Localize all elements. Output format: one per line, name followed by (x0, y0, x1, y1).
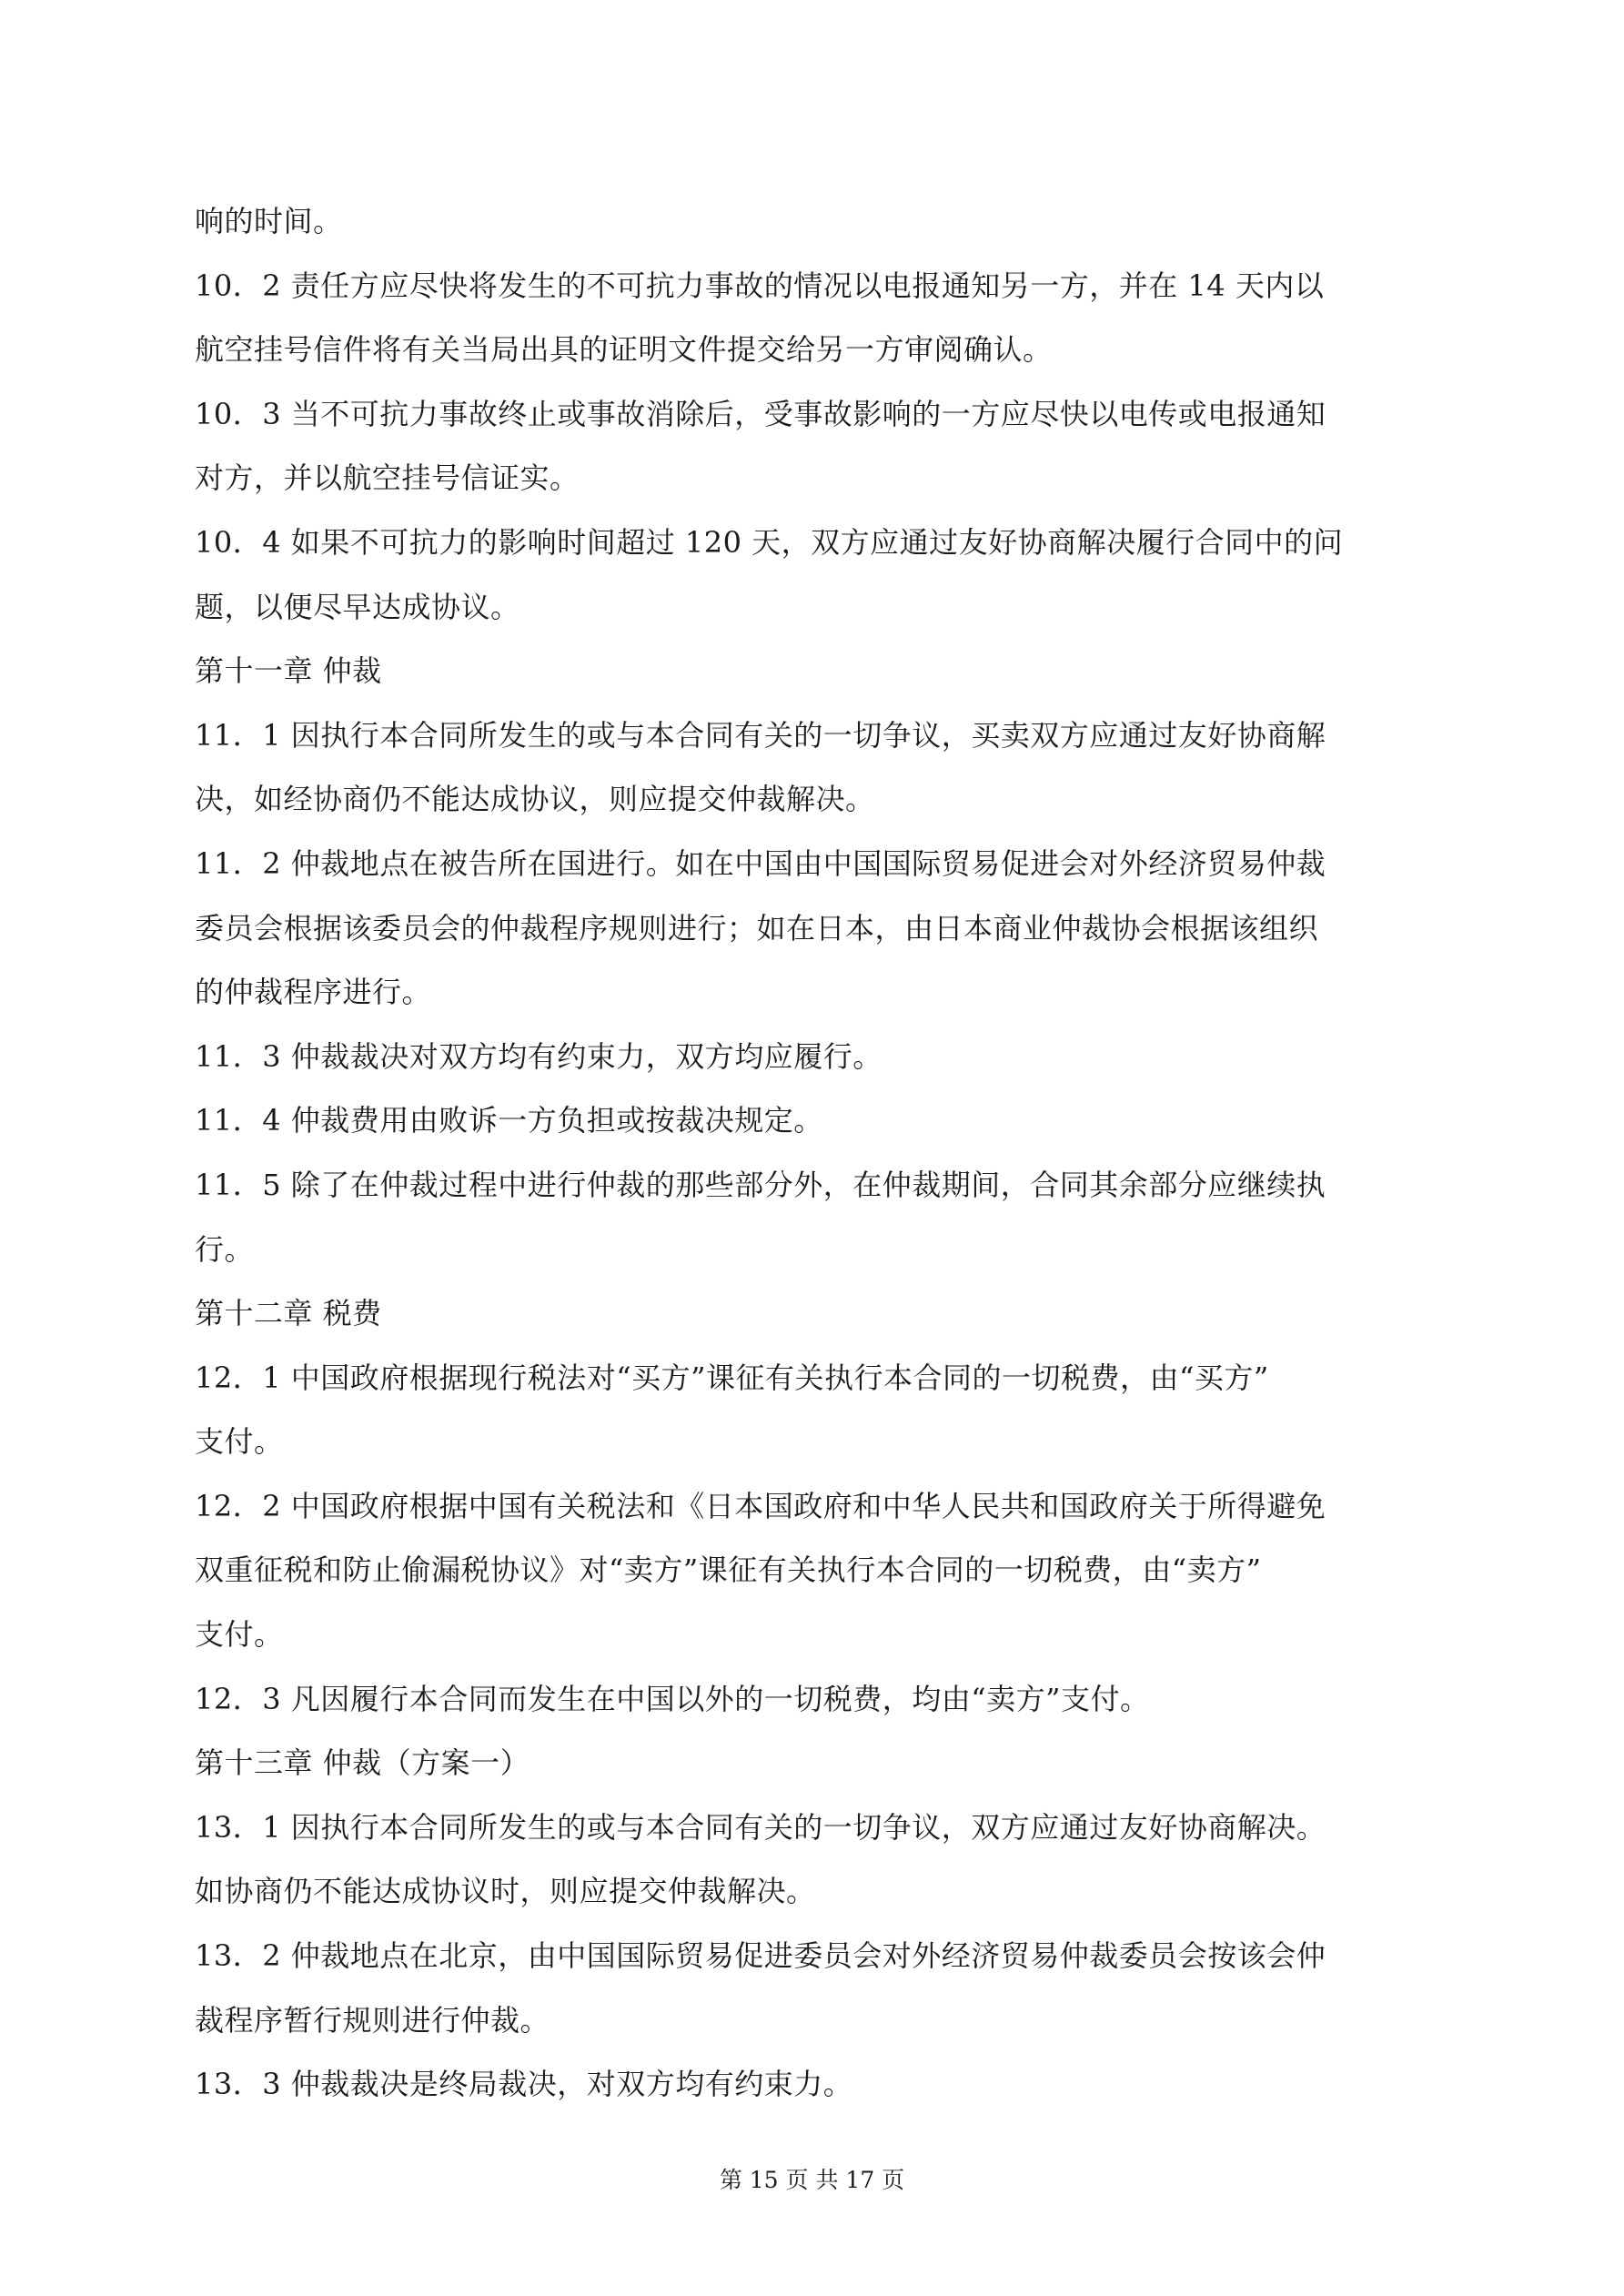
text-line: 如协商仍不能达成协议时，则应提交仲裁解决。 (195, 1874, 816, 1909)
text-line: 支付。 (195, 1617, 284, 1653)
text-line: 双重征税和防止偷漏税协议》对“卖方”课征有关执行本合同的一切税费，由“卖方” (195, 1553, 1262, 1588)
text-line: 11．4 仲裁费用由败诉一方负担或按裁决规定。 (195, 1103, 823, 1138)
text-line: 的仲裁程序进行。 (195, 975, 432, 1010)
text-line: 响的时间。 (195, 204, 343, 238)
text-line: 12．2 中国政府根据中国有关税法和《日本国政府和中华人民共和国政府关于所得避免 (195, 1488, 1326, 1523)
text-line: 13．2 仲裁地点在北京，由中国国际贸易促进委员会对外经济贸易仲裁委员会按该会仲 (195, 1938, 1326, 1974)
chapter-heading: 第十二章 税费 (195, 1296, 382, 1331)
text-line: 行。 (195, 1231, 255, 1267)
text-line: 10．2 责任方应尽快将发生的不可抗力事故的情况以电报通知另一方，并在 14 天内以 (195, 268, 1325, 303)
text-line: 13．3 仲裁裁决是终局裁决，对双方均有约束力。 (195, 2067, 853, 2102)
text-line: 决，如经协商仍不能达成协议，则应提交仲裁解决。 (195, 782, 875, 817)
text-line: 裁程序暂行规则进行仲裁。 (195, 2002, 550, 2038)
chapter-heading: 第十一章 仲裁 (195, 653, 382, 689)
page-number-footer: 第 15 页 共 17 页 (719, 2167, 905, 2193)
text-line: 11．1 因执行本合同所发生的或与本合同有关的一切争议，买卖双方应通过友好协商解 (195, 717, 1326, 753)
text-line: 11．2 仲裁地点在被告所在国进行。如在中国由中国国际贸易促进会对外经济贸易仲裁 (195, 845, 1326, 881)
text-line: 支付。 (195, 1424, 284, 1460)
text-line: 题，以便尽早达成协议。 (195, 589, 520, 624)
text-line: 12．3 凡因履行本合同而发生在中国以外的一切税费，均由“卖方”支付。 (195, 1681, 1150, 1716)
text-line: 对方，并以航空挂号信证实。 (195, 460, 580, 496)
text-line: 10．3 当不可抗力事故终止或事故消除后，受事故影响的一方应尽快以电传或电报通知 (195, 396, 1326, 431)
text-line: 航空挂号信件将有关当局出具的证明文件提交给另一方审阅确认。 (195, 332, 1053, 368)
text-line: 11．5 除了在仲裁过程中进行仲裁的那些部分外，在仲裁期间，合同其余部分应继续执 (195, 1167, 1326, 1202)
chapter-heading: 第十三章 仲裁（方案一） (195, 1745, 530, 1781)
text-line: 委员会根据该委员会的仲裁程序规则进行；如在日本，由日本商业仲裁协会根据该组织 (195, 910, 1319, 946)
text-line: 10．4 如果不可抗力的影响时间超过 120 天，双方应通过友好协商解决履行合同中的问 (195, 524, 1344, 560)
text-line: 13．1 因执行本合同所发生的或与本合同有关的一切争议，双方应通过友好协商解决。 (195, 1809, 1326, 1845)
text-line: 12．1 中国政府根据现行税法对“买方”课征有关执行本合同的一切税费，由“买方” (195, 1360, 1269, 1395)
document-body (195, 189, 1443, 2117)
text-line: 11．3 仲裁裁决对双方均有约束力，双方均应履行。 (195, 1038, 883, 1074)
